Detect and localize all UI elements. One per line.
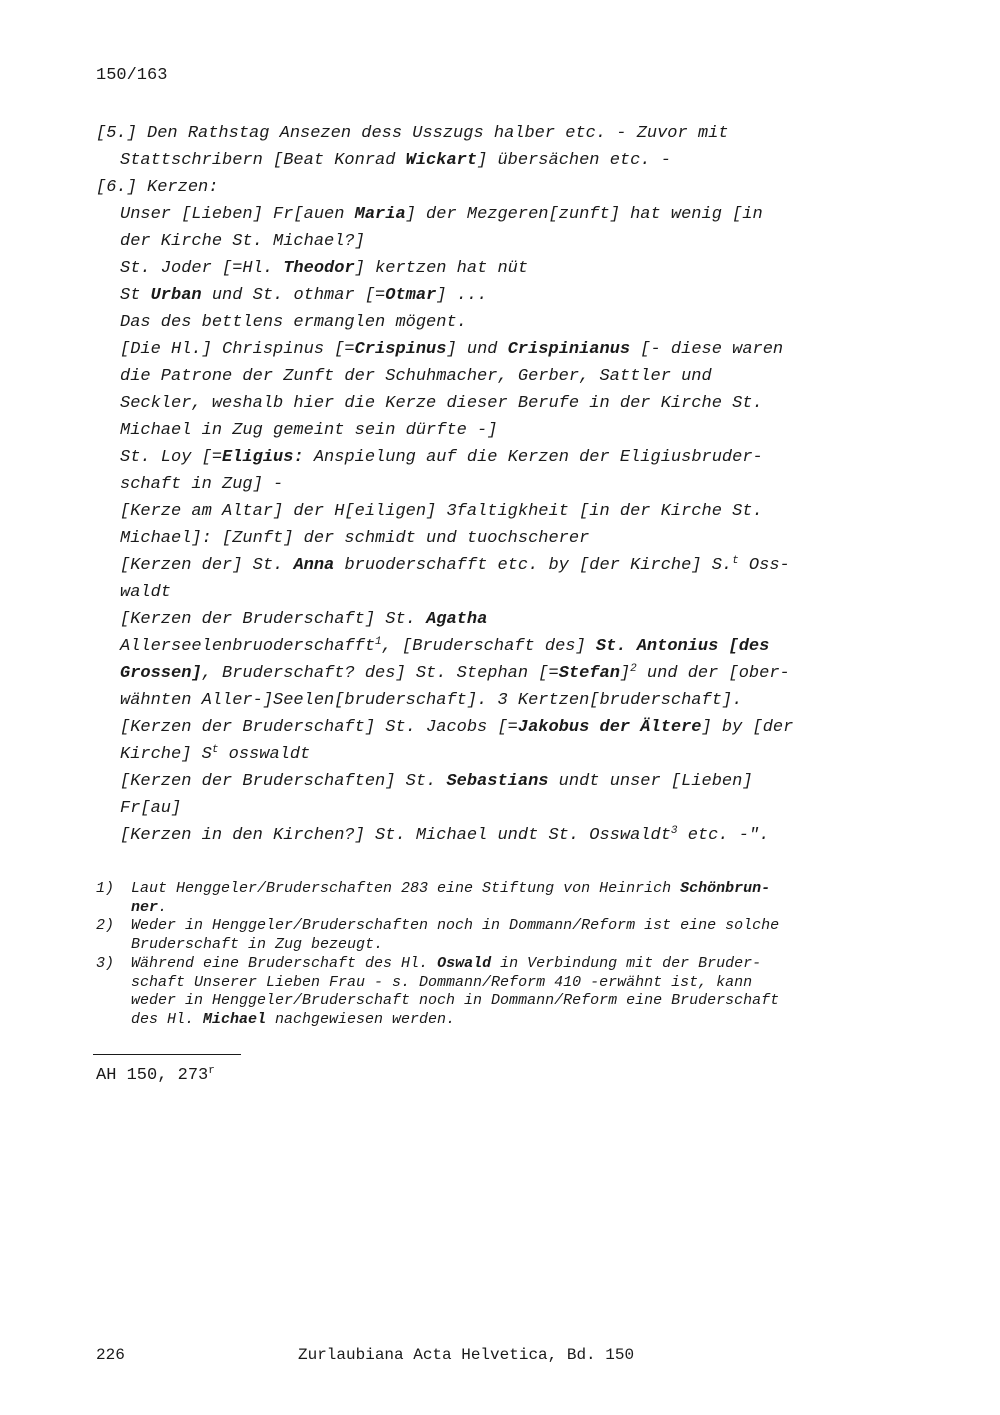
text-line: [96, 228, 896, 255]
text-run: Michael]: [Zunft] der schmidt und tuochscherer: [120, 529, 590, 548]
footnote-line: [131, 899, 770, 918]
text-run: Seckler, weshalb hier die Kerze dieser Berufe in der Kirche St.: [120, 394, 763, 413]
text-line: [96, 633, 896, 660]
text-run: ]: [619, 664, 631, 683]
footnotes: [96, 880, 876, 1030]
emphasized-name: Michael: [203, 1010, 267, 1028]
page-reference: 150/163: [96, 66, 168, 85]
footnote: [96, 880, 876, 917]
text-line: [96, 795, 896, 822]
text-line: [96, 552, 896, 579]
text-run: weder in Henggeler/Bruderschaft noch in Dommann/Reform eine Bruderschaft: [131, 992, 780, 1010]
text-line: [96, 579, 896, 606]
text-run: ] ...: [436, 286, 488, 305]
text-line: [96, 444, 896, 471]
text-run: Oss-: [738, 556, 790, 575]
text-run: [Kerzen der Bruderschaften] St.: [120, 772, 447, 791]
text-run: Während eine Bruderschaft des Hl.: [131, 954, 438, 972]
emphasized-name: Crispinianus: [507, 340, 631, 359]
footnote-line: [131, 1011, 779, 1030]
text-run: des Hl.: [131, 1010, 204, 1028]
emphasized-name: Eligius:: [222, 448, 304, 467]
text-run: [- diese waren: [630, 340, 784, 359]
footnote-marker: t: [732, 555, 739, 567]
text-line: [96, 255, 896, 282]
footnote-line: [131, 955, 779, 974]
text-run: schaft in Zug] -: [120, 475, 284, 494]
footnote-marker: 1: [375, 636, 382, 648]
source-reference: [96, 1066, 215, 1085]
footnote-number: 3): [96, 954, 115, 972]
text-run: Michael in Zug gemeint sein dürfte -]: [120, 421, 498, 440]
text-run: Das des bettlens ermanglen mögent.: [120, 313, 467, 332]
source-divider: [93, 1054, 241, 1055]
text-run: ] übersächen etc. -: [477, 151, 671, 170]
emphasized-name: Maria: [354, 205, 406, 224]
text-line: [96, 498, 896, 525]
footnote-text: [131, 917, 779, 954]
text-run: [5.] Den Rathstag Ansezen dess Usszugs halber etc. - Zuvor mit: [96, 124, 729, 143]
text-run: [Kerzen in den Kirchen?] St. Michael undt St. Osswaldt: [120, 826, 671, 845]
emphasized-name: Schönbrun-: [680, 880, 771, 897]
footnote-marker: t: [211, 744, 219, 756]
document-body: [96, 120, 896, 849]
text-line: [96, 417, 896, 444]
text-run: osswaldt: [218, 745, 311, 764]
emphasized-name: Theodor: [283, 259, 355, 278]
text-run: schaft Unserer Lieben Frau - s. Dommann/Reform 410 -erwähnt ist, kann: [131, 973, 753, 991]
text-run: , Bruderschaft? des] St. Stephan [=: [201, 664, 559, 683]
footnote-marker: 2: [630, 663, 637, 675]
footnote-line: [131, 880, 770, 899]
emphasized-name: Sebastians: [446, 772, 549, 791]
text-line: [96, 768, 896, 795]
source-text: AH 150, 273: [96, 1066, 209, 1085]
text-run: St. Joder [=Hl.: [120, 259, 284, 278]
text-run: , [Bruderschaft des]: [381, 637, 596, 656]
text-line: [96, 714, 896, 741]
text-line: [96, 471, 896, 498]
text-line: [96, 822, 896, 849]
footnote-number: 1): [96, 880, 115, 897]
emphasized-name: Grossen]: [120, 664, 202, 683]
text-run: ] der Mezgeren[zunft] hat wenig [in: [405, 205, 763, 224]
emphasized-name: Agatha: [426, 610, 488, 629]
text-line: [96, 660, 896, 687]
emphasized-name: Urban: [150, 286, 202, 305]
emphasized-name: Jakobus der Ältere: [517, 718, 702, 737]
text-line: [96, 201, 896, 228]
footnote-line: [131, 917, 779, 936]
source-superscript: r: [208, 1065, 215, 1077]
emphasized-name: St. Antonius [des: [595, 637, 770, 656]
text-line: [96, 687, 896, 714]
text-run: [Kerze am Altar] der H[eiligen] 3faltigkheit [in der Kirche St.: [120, 502, 763, 521]
text-run: Fr[au]: [120, 799, 182, 818]
footer-page-number: 226: [96, 1346, 125, 1364]
text-line: [96, 309, 896, 336]
emphasized-name: Crispinus: [354, 340, 447, 359]
emphasized-name: Oswald: [437, 954, 492, 972]
text-run: ] und: [446, 340, 508, 359]
text-run: Unser [Lieben] Fr[auen: [120, 205, 355, 224]
footnote-number: 2): [96, 917, 115, 935]
text-run: Anspielung auf die Kerzen der Eligiusbruder-: [303, 448, 763, 467]
text-run: Weder in Henggeler/Bruderschaften noch in Dommann/Reform ist eine solche: [131, 917, 780, 935]
text-run: [Die Hl.] Chrispinus [=: [120, 340, 355, 359]
text-run: [Kerzen der Bruderschaft] St. Jacobs [=: [120, 718, 518, 737]
footnote-line: [131, 992, 779, 1011]
text-line: [96, 147, 896, 174]
footnote-text: [131, 955, 779, 1030]
text-line: [96, 120, 896, 147]
text-run: Laut Henggeler/Bruderschaften 283 eine Stiftung von Heinrich: [131, 880, 681, 897]
text-line: [96, 525, 896, 552]
emphasized-name: ner: [131, 898, 159, 916]
text-line: [96, 741, 896, 768]
footnote-line: [131, 974, 779, 993]
text-line: [96, 174, 896, 201]
text-run: [Kerzen der Bruderschaft] St.: [120, 610, 427, 629]
text-run: .: [158, 898, 168, 916]
footnote-line: [131, 936, 779, 955]
text-run: nachgewiesen werden.: [266, 1010, 456, 1028]
footnote: [96, 955, 876, 1030]
text-line: [96, 282, 896, 309]
text-run: St. Loy [=: [120, 448, 223, 467]
text-run: Kirche] S: [120, 745, 212, 764]
text-run: die Patrone der Zunft der Schuhmacher, Gerber, Sattler und: [120, 367, 712, 386]
text-run: ] kertzen hat nüt: [354, 259, 529, 278]
text-line: [96, 390, 896, 417]
emphasized-name: Wickart: [405, 151, 478, 170]
text-run: und St. othmar [=: [201, 286, 386, 305]
footnote-text: [131, 880, 770, 917]
text-run: wähnten Aller-]Seelen[bruderschaft]. 3 Kertzen[bruderschaft].: [120, 691, 743, 710]
text-run: Allerseelenbruoderschafft: [120, 637, 376, 656]
text-run: undt unser [Lieben]: [548, 772, 753, 791]
emphasized-name: Otmar: [385, 286, 437, 305]
text-run: etc. -".: [677, 826, 770, 845]
emphasized-name: Stefan: [558, 664, 620, 683]
text-run: [6.] Kerzen:: [96, 178, 219, 197]
footnote: [96, 917, 876, 954]
text-run: [Kerzen der] St.: [120, 556, 294, 575]
text-run: der Kirche St. Michael?]: [120, 232, 365, 251]
text-run: Bruderschaft in Zug bezeugt.: [131, 936, 384, 954]
text-run: ] by [der: [701, 718, 794, 737]
text-run: waldt: [120, 583, 172, 602]
text-run: Stattschribern [Beat Konrad: [120, 151, 406, 170]
text-run: St: [120, 286, 151, 305]
text-line: [96, 363, 896, 390]
text-run: bruoderschafft etc. by [der Kirche] S.: [334, 556, 733, 575]
text-line: [96, 606, 896, 633]
text-run: und der [ober-: [636, 664, 790, 683]
text-line: [96, 336, 896, 363]
text-run: in Verbindung mit der Bruder-: [491, 954, 762, 972]
footer-title: Zurlaubiana Acta Helvetica, Bd. 150: [298, 1346, 635, 1364]
emphasized-name: Anna: [293, 556, 335, 575]
footnote-marker: 3: [670, 825, 678, 837]
